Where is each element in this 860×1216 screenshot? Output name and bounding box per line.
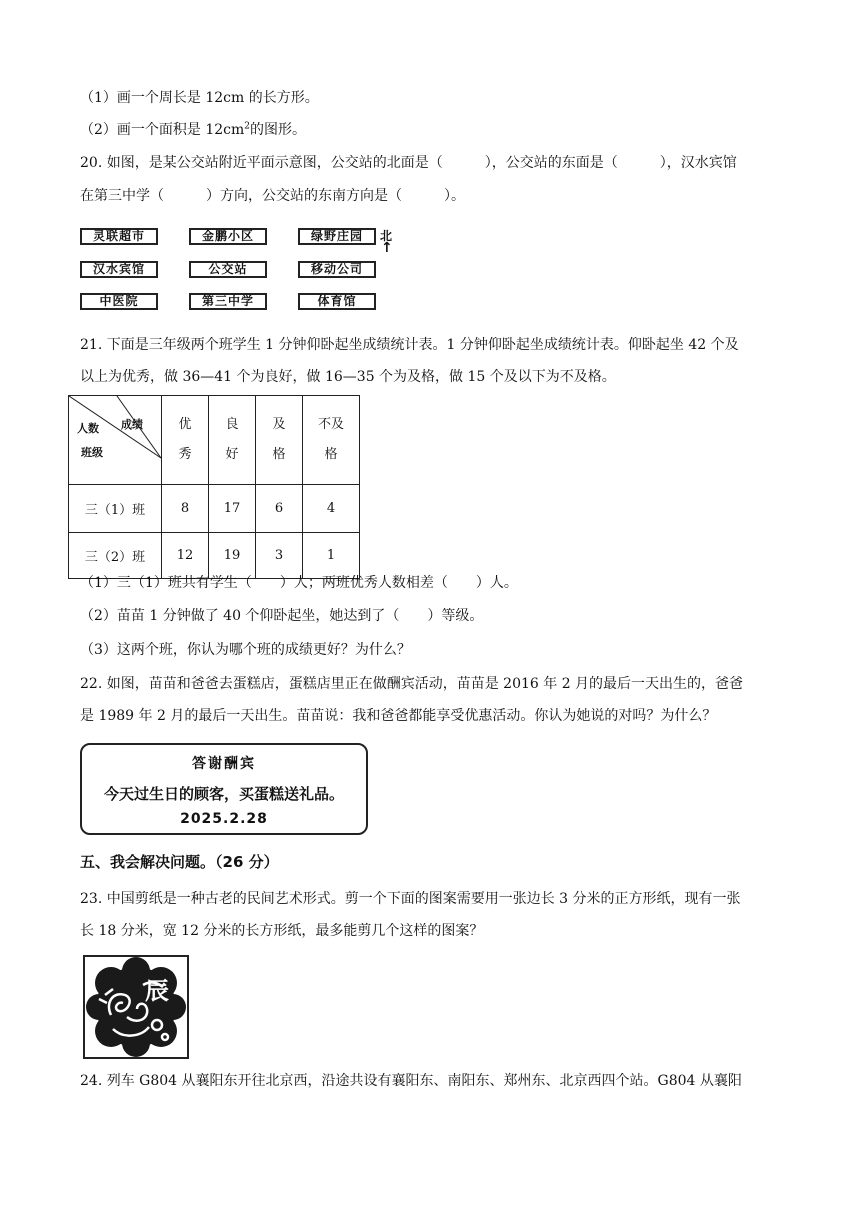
table-header-cell: 良 好 [209,396,256,485]
map-box: 金鹏小区 [189,228,267,245]
papercut-char: 辰 [145,977,169,1005]
table-header-row [69,396,360,485]
q21-line2: 以上为优秀，做 36—41 个为良好，做 16—35 个为及格，做 15 个及以下为不及格。 [80,369,616,385]
score-table [68,395,360,579]
q21-sub1: （1）三（1）班共有学生（ ）人；两班优秀人数相差（ ）人。 [80,575,518,591]
q21-line1: 21. 下面是三年级两个班学生 1 分钟仰卧起坐成绩统计表。1 分钟仰卧起坐成绩统计表。仰卧起坐 42 个及 [80,337,739,353]
table-cell-class: 三（2）班 [69,533,162,579]
q24-line1: 24. 列车 G804 从襄阳东开往北京西，沿途共设有襄阳东、南阳东、郑州东、北京西四个站。G804 从襄阳 [80,1073,742,1089]
q19-sub1: （1）画一个周长是 12cm 的长方形。 [80,90,319,106]
north-label: 北 [380,229,393,243]
table-cell: 19 [209,533,256,579]
table-corner-cell [69,396,162,485]
papercut-pattern-icon [83,955,189,1059]
promotion-title: 答谢酬宾 [192,756,256,772]
section-title: 五、我会解决问题。（26 分） [80,853,279,871]
map-box: 绿野庄园 [298,228,376,245]
map-box: 体育馆 [298,293,376,310]
q22-line1: 22. 如图，苗苗和爸爸去蛋糕店，蛋糕店里正在做酬宾活动，苗苗是 2016 年 2 月的最后一天出生的，爸爸 [80,676,744,692]
north-arrow-icon: ↑ [381,240,393,256]
promotion-body: 今天过生日的顾客，买蛋糕送礼品。 [103,785,344,803]
table-cell: 3 [256,533,303,579]
diagonal-lines [69,396,161,484]
map-box: 灵联超市 [80,228,158,245]
q21-sub2: （2）苗苗 1 分钟做了 40 个仰卧起坐，她达到了（ ）等级。 [80,608,484,624]
table-header-cell: 不及 格 [303,396,360,485]
table-cell-class: 三（1）班 [69,485,162,533]
corner-label-class: 班级 [81,446,103,459]
table-cell: 1 [303,533,360,579]
table-row [69,485,360,533]
papercut-image [83,955,189,1059]
promotion-sign [80,743,368,835]
table-cell: 8 [162,485,209,533]
table-cell: 4 [303,485,360,533]
table-cell: 12 [162,533,209,579]
table-header-cell: 优 秀 [162,396,209,485]
corner-label-score: 成绩 [121,418,143,431]
table-row [69,533,360,579]
corner-label-count: 人数 [77,422,99,435]
map-box: 公交站 [189,261,267,278]
table-cell: 6 [256,485,303,533]
q20-line1: 20. 如图，是某公交站附近平面示意图，公交站的北面是（ ），公交站的东面是（ ），汉水宾馆 [80,155,737,171]
map-box: 第三中学 [189,293,267,310]
promotion-date: 2025.2.28 [180,811,268,827]
table-cell: 17 [209,485,256,533]
map-box: 汉水宾馆 [80,261,158,278]
q21-sub3: （3）这两个班，你认为哪个班的成绩更好？为什么？ [80,642,411,658]
q19-sub2: （2）画一个面积是 $12cm^2$的图形。 [80,121,307,138]
map-box: 中医院 [80,293,158,310]
table-header-cell: 及 格 [256,396,303,485]
q23-line1: 23. 中国剪纸是一种古老的民间艺术形式。剪一个下面的图案需要用一张边长 3 分米的正方形纸，现有一张 [80,891,741,907]
q20-line2: 在第三中学（ ）方向，公交站的东南方向是（ ）。 [80,188,465,204]
q23-line2: 长 18 分米，宽 12 分米的长方形纸，最多能剪几个这样的图案？ [80,923,484,939]
map-box: 移动公司 [298,261,376,278]
q22-line2: 是 1989 年 2 月的最后一天出生。苗苗说：我和爸爸都能享受优惠活动。你认为她说的对吗？为什么？ [80,708,717,724]
